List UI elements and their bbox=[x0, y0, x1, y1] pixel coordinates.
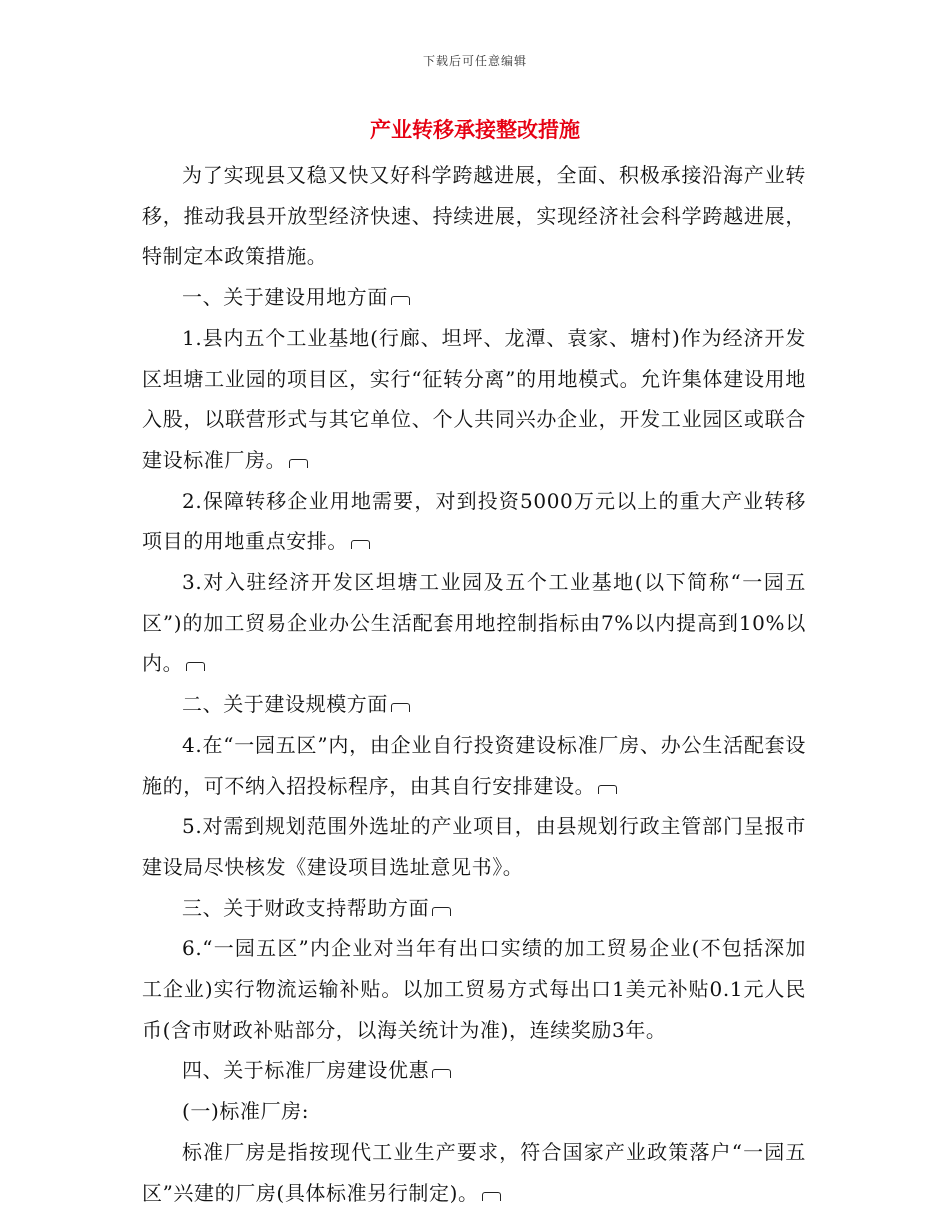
subsection-heading bbox=[142, 1091, 806, 1132]
paragraph bbox=[142, 806, 806, 887]
paragraph-text: 4.在“一园五区”内，由企业自行投资建设标准厂房、办公生活配套设施的，可不纳入招投标程序，由其自行安排建设。 bbox=[142, 732, 806, 798]
paragraph bbox=[142, 928, 806, 1050]
return-mark-icon bbox=[351, 540, 370, 549]
paragraph bbox=[142, 562, 806, 684]
section-heading bbox=[142, 888, 806, 929]
paragraph-text: 标准厂房是指按现代工业生产要求，符合国家产业政策落户“一园五区”兴建的厂房(具体标准另行制定)。 bbox=[142, 1139, 806, 1205]
return-mark-icon bbox=[432, 907, 451, 916]
paragraph bbox=[142, 318, 806, 481]
paragraph bbox=[142, 481, 806, 562]
return-mark-icon bbox=[598, 785, 617, 794]
paragraph-text: (一)标准厂房: bbox=[182, 1099, 310, 1124]
document-title: 产业转移承接整改措施 bbox=[370, 117, 580, 142]
paragraph-text: 3.对入驻经济开发区坦塘工业园及五个工业基地(以下简称“一园五区”)的加工贸易企业办公生活配套用地控制指标由7%以内提高到10%以内。 bbox=[142, 570, 806, 676]
document-body bbox=[142, 155, 806, 1213]
paragraph bbox=[142, 1132, 806, 1213]
paragraph bbox=[142, 725, 806, 806]
paragraph-text: 6.“一园五区”内企业对当年有出口实绩的加工贸易企业(不包括深加工企业)实行物流运输补贴。以加工贸易方式每出口1美元补贴0.1元人民币(含市财政补贴部分，以海关统计为准)，连续奖励3年。 bbox=[142, 936, 806, 1042]
paragraph-text: 二、关于建设规模方面 bbox=[182, 692, 388, 717]
section-heading bbox=[142, 684, 806, 725]
return-mark-icon bbox=[432, 1069, 451, 1078]
paragraph-text: 5.对需到规划范围外选址的产业项目，由县规划行政主管部门呈报市建设局尽快核发《建设项目选址意见书》。 bbox=[142, 814, 806, 879]
paragraph-text: 为了实现县又稳又快又好科学跨越进展，全面、积极承接沿海产业转移，推动我县开放型经济快速、持续进展，实现经济社会科学跨越进展，特制定本政策措施。 bbox=[142, 163, 806, 269]
return-mark-icon bbox=[186, 662, 205, 671]
return-mark-icon bbox=[391, 703, 410, 712]
section-heading bbox=[142, 277, 806, 318]
return-mark-icon bbox=[482, 1192, 501, 1201]
paragraph bbox=[142, 155, 806, 277]
section-heading bbox=[142, 1050, 806, 1091]
paragraph-text: 四、关于标准厂房建设优惠 bbox=[182, 1058, 430, 1083]
return-mark-icon bbox=[391, 296, 410, 305]
paragraph-text: 1.县内五个工业基地(行廊、坦坪、龙潭、袁家、塘村)作为经济开发区坦塘工业园的项目区，实行“征转分离”的用地模式。允许集体建设用地入股，以联营形式与其它单位、个人共同兴办企业，开发工业园区或联合建设标准厂房。 bbox=[142, 325, 806, 472]
paragraph-text: 一、关于建设用地方面 bbox=[182, 285, 388, 310]
return-mark-icon bbox=[289, 459, 308, 468]
paragraph-text: 三、关于财政支持帮助方面 bbox=[182, 895, 430, 920]
page-header: 下载后可任意编辑 bbox=[422, 54, 527, 68]
paragraph-text: 2.保障转移企业用地需要，对到投资5000万元以上的重大产业转移项目的用地重点安排。 bbox=[142, 488, 806, 554]
